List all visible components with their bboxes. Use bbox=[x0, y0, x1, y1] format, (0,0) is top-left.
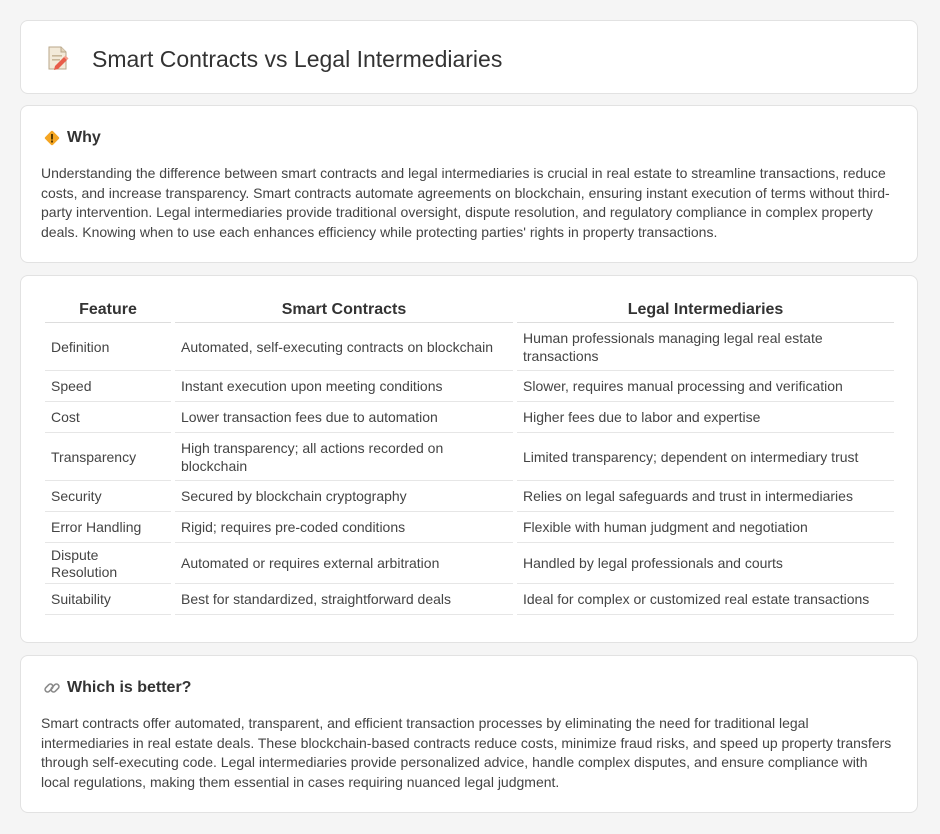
table-row bbox=[45, 483, 894, 512]
column-header-legal-intermediaries: Legal Intermediaries bbox=[517, 298, 894, 323]
legal-intermediaries-cell: Ideal for complex or customized real estate transactions bbox=[517, 586, 894, 615]
smart-contracts-cell: Rigid; requires pre-coded conditions bbox=[175, 514, 513, 543]
smart-contracts-cell: Automated or requires external arbitration bbox=[175, 545, 513, 584]
feature-cell: Dispute Resolution bbox=[45, 545, 171, 584]
feature-cell: Suitability bbox=[45, 586, 171, 615]
which-text: Smart contracts offer automated, transparent, and efficient transaction processes by eliminating the need for traditional legal intermediaries in real estate deals. These blockchain-based contracts reduce costs, minimize fraud risks, and speed up property transfers through self-executing code. Legal intermediaries provide personalized advice, handle complex disputes, and ensure compliance with local regulations, making them essential in cases requiring nuanced legal judgment. bbox=[41, 715, 892, 790]
smart-contracts-cell: Best for standardized, straightforward deals bbox=[175, 586, 513, 615]
legal-intermediaries-cell: Limited transparency; dependent on intermediary trust bbox=[517, 435, 894, 481]
document-pencil-icon bbox=[45, 45, 71, 76]
legal-intermediaries-cell: Handled by legal professionals and courts bbox=[517, 545, 894, 584]
comparison-table-card bbox=[20, 275, 918, 643]
column-header-smart-contracts: Smart Contracts bbox=[175, 298, 513, 323]
column-header-feature: Feature bbox=[45, 298, 171, 323]
legal-intermediaries-cell: Human professionals managing legal real estate transactions bbox=[517, 325, 894, 371]
feature-cell: Error Handling bbox=[45, 514, 171, 543]
smart-contracts-cell: High transparency; all actions recorded on blockchain bbox=[175, 435, 513, 481]
legal-intermediaries-cell: Higher fees due to labor and expertise bbox=[517, 404, 894, 433]
smart-contracts-cell: Secured by blockchain cryptography bbox=[175, 483, 513, 512]
table-row bbox=[45, 325, 894, 371]
smart-contracts-cell: Lower transaction fees due to automation bbox=[175, 404, 513, 433]
table-header-row bbox=[45, 298, 894, 323]
why-text: Understanding the difference between smart contracts and legal intermediaries is crucial in real estate to streamline transactions, reduce costs, and increase transparency. Smart contracts automate agreements on blockchain, ensuring instant execution of terms without third-party intervention. Legal intermediaries provide traditional oversight, dispute resolution, and regulatory compliance in complex property deals. Knowing when to use each enhances efficiency while protecting parties' rights in property transactions. bbox=[41, 165, 890, 240]
smart-contracts-cell: Instant execution upon meeting conditions bbox=[175, 373, 513, 402]
table-row bbox=[45, 404, 894, 433]
table-row bbox=[45, 435, 894, 481]
which-section bbox=[20, 655, 918, 813]
comparison-table bbox=[41, 296, 898, 617]
title-card bbox=[20, 20, 918, 94]
feature-cell: Definition bbox=[45, 325, 171, 371]
table-row bbox=[45, 514, 894, 543]
feature-cell: Cost bbox=[45, 404, 171, 433]
which-heading: Which is better? bbox=[67, 679, 192, 696]
smart-contracts-cell: Automated, self-executing contracts on blockchain bbox=[175, 325, 513, 371]
why-section bbox=[20, 105, 918, 263]
table-row bbox=[45, 545, 894, 584]
legal-intermediaries-cell: Relies on legal safeguards and trust in intermediaries bbox=[517, 483, 894, 512]
table-row bbox=[45, 373, 894, 402]
feature-cell: Security bbox=[45, 483, 171, 512]
legal-intermediaries-cell: Flexible with human judgment and negotiation bbox=[517, 514, 894, 543]
link-icon bbox=[43, 679, 61, 697]
warning-sign-icon bbox=[43, 129, 61, 147]
legal-intermediaries-cell: Slower, requires manual processing and verification bbox=[517, 373, 894, 402]
table-row bbox=[45, 586, 894, 615]
why-heading: Why bbox=[67, 129, 101, 146]
feature-cell: Speed bbox=[45, 373, 171, 402]
feature-cell: Transparency bbox=[45, 435, 171, 481]
page-title: Smart Contracts vs Legal Intermediaries bbox=[92, 46, 503, 72]
